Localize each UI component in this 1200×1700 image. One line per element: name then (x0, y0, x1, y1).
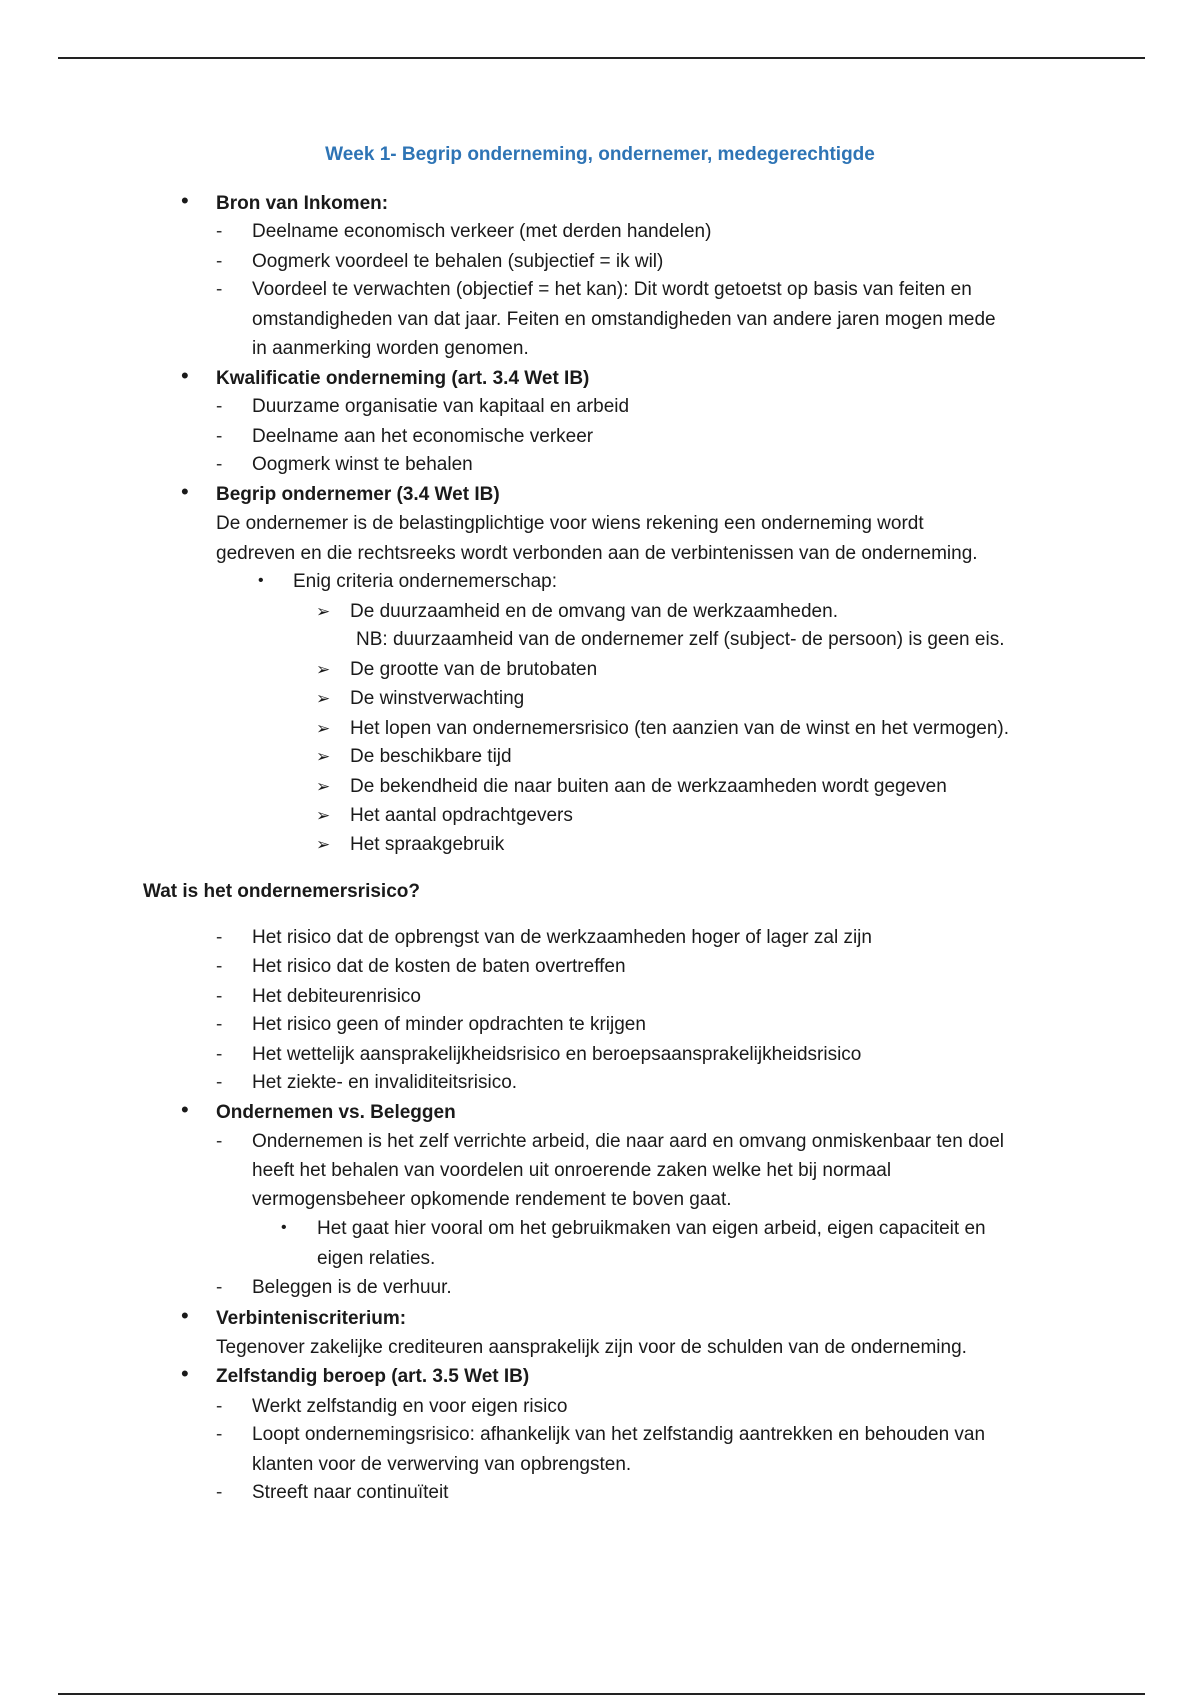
bullet-icon: • (181, 1303, 189, 1328)
criteria-label: Enig criteria ondernemerschap: (293, 571, 558, 592)
arrow-bullet-icon: ➢ (316, 719, 331, 738)
section-heading-risico: Wat is het ondernemersrisico? (143, 881, 420, 902)
dash-icon: - (216, 986, 223, 1007)
section-heading-beleggen: Ondernemen vs. Beleggen (216, 1102, 456, 1123)
list-item: Het risico dat de opbrengst van de werkzaamheden hoger of lager zal zijn (252, 927, 872, 948)
footer-rule (58, 1693, 1145, 1695)
arrow-bullet-icon: ➢ (316, 689, 331, 708)
dash-icon: - (216, 1277, 223, 1298)
criteria-item: Het spraakgebruik (350, 834, 505, 855)
criteria-item: Het aantal opdrachtgevers (350, 805, 573, 826)
list-item: Het debiteurenrisico (252, 986, 421, 1007)
dash-icon: - (216, 1131, 223, 1152)
dash-icon: - (216, 956, 223, 977)
list-item: Oogmerk voordeel te behalen (subjectief = ik wil) (252, 251, 664, 272)
dash-icon: - (216, 1424, 223, 1445)
bullet-icon: • (181, 188, 189, 213)
section-heading-kwalificatie: Kwalificatie onderneming (art. 3.4 Wet IB) (216, 368, 590, 389)
list-item: Het risico dat de kosten de baten overtreffen (252, 956, 626, 977)
list-item: Deelname aan het economische verkeer (252, 426, 594, 447)
dash-icon: - (216, 426, 223, 447)
paragraph-line: Tegenover zakelijke crediteuren aansprakelijk zijn voor de schulden van de onderneming. (216, 1337, 967, 1358)
bullet-icon: • (281, 1219, 287, 1236)
bullet-icon: • (181, 1361, 189, 1386)
criteria-item: De grootte van de brutobaten (350, 659, 598, 680)
list-item: Deelname economisch verkeer (met derden handelen) (252, 221, 712, 242)
bullet-icon: • (258, 572, 264, 589)
section-heading-bron: Bron van Inkomen: (216, 193, 389, 214)
section-heading-begrip: Begrip ondernemer (3.4 Wet IB) (216, 484, 500, 505)
list-item-continued: in aanmerking worden genomen. (252, 338, 529, 359)
page-title: Week 1- Begrip onderneming, ondernemer, medegerechtigde (325, 144, 875, 165)
list-item: Loopt ondernemingsrisico: afhankelijk van het zelfstandig aantrekken en behouden van (252, 1424, 986, 1445)
list-item: Ondernemen is het zelf verrichte arbeid, die naar aard en omvang onmiskenbaar ten doel (252, 1131, 1004, 1152)
paragraph-line: De ondernemer is de belastingplichtige voor wiens rekening een onderneming wordt (216, 513, 924, 534)
criteria-item: De duurzaamheid en de omvang van de werkzaamheden. (350, 601, 838, 622)
bullet-icon: • (181, 479, 189, 504)
list-item: Voordeel te verwachten (objectief = het kan): Dit wordt getoetst op basis van feiten en (252, 279, 972, 300)
list-item: Oogmerk winst te behalen (252, 454, 473, 475)
arrow-bullet-icon: ➢ (316, 747, 331, 766)
dash-icon: - (216, 1396, 223, 1417)
dash-icon: - (216, 1044, 223, 1065)
sub-list-item: Het gaat hier vooral om het gebruikmaken van eigen arbeid, eigen capaciteit en (317, 1218, 986, 1239)
list-item: Het risico geen of minder opdrachten te krijgen (252, 1014, 646, 1035)
criteria-note: NB: duurzaamheid van de ondernemer zelf (subject- de persoon) is geen eis. (356, 629, 1005, 650)
list-item-continued: vermogensbeheer opkomende rendement te boven gaat. (252, 1189, 732, 1210)
list-item: Duurzame organisatie van kapitaal en arbeid (252, 396, 630, 417)
list-item-continued: omstandigheden van dat jaar. Feiten en omstandigheden van andere jaren mogen mede (252, 309, 996, 330)
bullet-icon: • (181, 363, 189, 388)
dash-icon: - (216, 396, 223, 417)
criteria-item: De winstverwachting (350, 688, 525, 709)
dash-icon: - (216, 1482, 223, 1503)
list-item-continued: klanten voor de verwerving van opbrengsten. (252, 1454, 632, 1475)
criteria-item: De bekendheid die naar buiten aan de werkzaamheden wordt gegeven (350, 776, 947, 797)
arrow-bullet-icon: ➢ (316, 835, 331, 854)
section-heading-zelfstandig: Zelfstandig beroep (art. 3.5 Wet IB) (216, 1366, 530, 1387)
arrow-bullet-icon: ➢ (316, 602, 331, 621)
dash-icon: - (216, 1014, 223, 1035)
list-item: Het ziekte- en invaliditeitsrisico. (252, 1072, 518, 1093)
section-heading-verbintenis: Verbinteniscriterium: (216, 1308, 407, 1329)
arrow-bullet-icon: ➢ (316, 660, 331, 679)
arrow-bullet-icon: ➢ (316, 806, 331, 825)
dash-icon: - (216, 279, 223, 300)
list-item: Werkt zelfstandig en voor eigen risico (252, 1396, 568, 1417)
criteria-item: De beschikbare tijd (350, 746, 512, 767)
arrow-bullet-icon: ➢ (316, 777, 331, 796)
dash-icon: - (216, 927, 223, 948)
list-item: Het wettelijk aansprakelijkheidsrisico en beroepsaansprakelijkheidsrisico (252, 1044, 862, 1065)
dash-icon: - (216, 1072, 223, 1093)
header-rule (58, 57, 1145, 59)
list-item: Streeft naar continuïteit (252, 1482, 449, 1503)
bullet-icon: • (181, 1097, 189, 1122)
sub-list-item-continued: eigen relaties. (317, 1248, 436, 1269)
list-item: Beleggen is de verhuur. (252, 1277, 452, 1298)
paragraph-line: gedreven en die rechtsreeks wordt verbonden aan de verbintenissen van de onderneming. (216, 543, 978, 564)
dash-icon: - (216, 221, 223, 242)
dash-icon: - (216, 251, 223, 272)
dash-icon: - (216, 454, 223, 475)
criteria-item: Het lopen van ondernemersrisico (ten aanzien van de winst en het vermogen). (350, 718, 1010, 739)
list-item-continued: heeft het behalen van voordelen uit onroerende zaken welke het bij normaal (252, 1160, 892, 1181)
